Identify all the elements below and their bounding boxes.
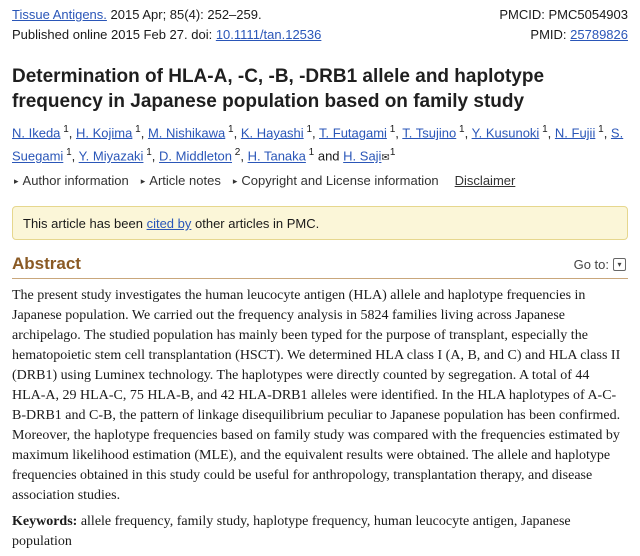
affiliation-marker: 1 xyxy=(539,124,548,135)
affiliation-marker: 1 xyxy=(63,147,72,159)
doi-link[interactable]: 10.1111/tan.12536 xyxy=(215,27,322,42)
author-separator: , xyxy=(71,148,79,164)
pmid-link[interactable]: 25789826 xyxy=(570,27,628,42)
author-separator: , xyxy=(68,125,76,141)
journal-link[interactable]: Tissue Antigens. xyxy=(12,7,107,22)
affiliation-marker: 1 xyxy=(386,124,396,135)
author-list xyxy=(12,120,628,169)
abstract-heading: Abstract xyxy=(12,254,81,273)
author-link[interactable]: M. Nishikawa xyxy=(147,125,226,141)
author-link[interactable]: H. Kojima xyxy=(76,125,133,141)
affiliation-marker: 1 xyxy=(303,124,313,135)
author-separator: , xyxy=(603,125,611,141)
author-separator: , xyxy=(312,125,320,141)
affiliation-marker: 1 xyxy=(456,124,465,135)
author-separator: , xyxy=(151,148,160,164)
author-separator: , xyxy=(464,125,472,141)
abstract-text: The present study investigates the human leucocyte antigen (HLA) allele and haplotype frequencies in Japanese population. We carried out the frequency analysis in 5824 families living across Japanese archipelago. The studied population has mainly been typed for the purpose of transplant, especially the hematopoietic stem cell transplantation (HSCT). We determined HLA class I (A, B, and C) and HLA class II (DRB1) using Luminex technology. The haplotypes were directly counted by segregation. A total of 44 HLA-A, 29 HLA-C, 75 HLA-B, and 42 HLA-DRB1 alleles were identified. In the HLA haplotypes of A-C-B-DRB1 and C-B, the pattern of linkage disequilibrium peculiar to Japanese population has been confirmed. Moreover, the haplotype frequencies based on family study was compared with the frequencies estimated by maximum likelihood estimation (MLE), and the equivalent results were obtained. The allele and haplotype frequencies obtained in this study could be useful for anthropology, transplantation therapy, and disease association studies. xyxy=(12,288,621,503)
author-link[interactable]: Y. Miyazaki xyxy=(78,148,144,164)
disclaimer-link[interactable]: Disclaimer xyxy=(454,173,516,188)
author-link[interactable]: S. Suegami xyxy=(12,125,624,164)
email-icon[interactable]: ✉ xyxy=(381,152,390,164)
author-link[interactable]: N. Ikeda xyxy=(12,125,61,141)
affiliation-marker: 1 xyxy=(305,147,315,159)
published-info xyxy=(12,26,321,44)
pmid xyxy=(530,26,628,44)
tab-label: Copyright and License information xyxy=(241,173,439,188)
author-separator: , xyxy=(240,148,248,164)
affiliation-marker: 1 xyxy=(389,147,396,159)
keywords-text: allele frequency, family study, haplotype frequency, human leucocyte antigen, Japanese population xyxy=(12,514,571,549)
notice-prefix: This article has been xyxy=(23,216,147,231)
tab-author-information[interactable] xyxy=(14,172,129,190)
abstract-header xyxy=(12,254,628,279)
pmid-label: PMID: xyxy=(530,27,571,42)
keywords-label: Keywords: xyxy=(12,514,78,529)
affiliation-marker: 1 xyxy=(595,124,604,135)
goto-label: Go to: xyxy=(573,257,609,272)
tab-label: Author information xyxy=(22,173,129,188)
affiliation-marker: 1 xyxy=(60,124,69,135)
affiliation-marker: 1 xyxy=(132,124,141,135)
date-pages: 2015 Apr; 85(4): 252–259. xyxy=(110,7,262,22)
keywords xyxy=(12,512,626,552)
citation-row xyxy=(12,6,628,24)
tab-label: Article notes xyxy=(149,173,221,188)
and-word: and xyxy=(314,148,344,164)
published-label: Published online 2015 Feb 27. doi: xyxy=(12,27,216,42)
article-title: Determination of HLA-A, -C, -B, -DRB1 allele and haplotype frequency in Japanese population based on family study xyxy=(12,66,545,112)
author-separator: , xyxy=(547,125,555,141)
article-info-tabs xyxy=(14,172,515,190)
author-link[interactable]: D. Middleton xyxy=(159,148,233,164)
caret-right-icon: ▸ xyxy=(140,176,146,186)
author-link[interactable]: H. Tanaka xyxy=(247,148,306,164)
affiliation-marker: 1 xyxy=(143,147,152,159)
author-separator: , xyxy=(395,125,403,141)
author-link[interactable]: H. Saji xyxy=(343,148,382,164)
tab-copyright-license[interactable] xyxy=(233,172,439,190)
published-row xyxy=(12,26,628,44)
author-link[interactable]: N. Fujii xyxy=(554,125,596,141)
chevron-down-icon: ▾ xyxy=(613,258,626,271)
author-link[interactable]: Y. Kusunoki xyxy=(471,125,540,141)
author-separator: , xyxy=(233,125,241,141)
cited-by-link[interactable]: cited by xyxy=(146,216,192,231)
author-link[interactable]: T. Tsujino xyxy=(402,125,457,141)
author-link[interactable]: K. Hayashi xyxy=(240,125,304,141)
affiliation-marker: 2 xyxy=(232,147,241,159)
goto-menu[interactable] xyxy=(574,257,626,272)
caret-right-icon: ▸ xyxy=(232,176,238,186)
notice-suffix: other articles in PMC. xyxy=(191,216,320,231)
caret-right-icon: ▸ xyxy=(14,176,19,186)
author-separator: , xyxy=(140,125,148,141)
tab-article-notes[interactable] xyxy=(141,172,221,190)
affiliation-marker: 1 xyxy=(225,124,234,135)
citation-left xyxy=(12,6,262,24)
pmcid: PMCID: PMC5054903 xyxy=(499,7,628,22)
cited-by-notice xyxy=(12,206,628,240)
author-link[interactable]: T. Futagami xyxy=(319,125,387,141)
